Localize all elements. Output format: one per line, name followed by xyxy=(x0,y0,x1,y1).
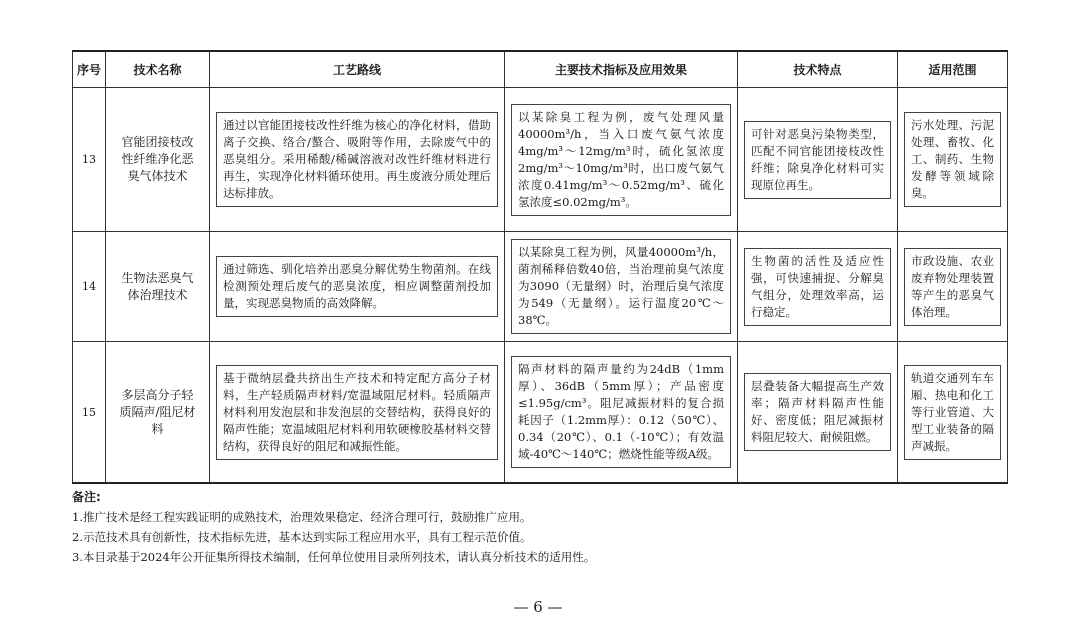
features-cell xyxy=(738,232,898,342)
scope-cell xyxy=(898,88,1008,232)
process-cell xyxy=(210,232,505,342)
table-row xyxy=(73,342,1008,484)
indicators-cell xyxy=(505,88,738,232)
features-cell xyxy=(738,88,898,232)
table-row xyxy=(73,232,1008,342)
features-text: 可针对恶臭污染物类型，匹配不同官能团接枝改性纤维；除臭净化材料可实现原位再生。 xyxy=(744,121,891,199)
features-cell xyxy=(738,342,898,484)
header-scope: 适用范围 xyxy=(898,51,1008,88)
header-name: 技术名称 xyxy=(106,51,210,88)
process-text: 通过以官能团接枝改性纤维为核心的净化材料，借助离子交换、络合/螯合、吸附等作用，去除废气中的恶臭组分。采用稀酸/稀碱溶液对改性纤维材料进行再生，实现净化材料循环使用。再生废液分质处理后达标排放。 xyxy=(216,112,498,207)
scope-text: 污水处理、污泥处理、畜牧、化工、制药、生物发酵等领域除臭。 xyxy=(904,112,1001,207)
features-text: 层叠装备大幅提高生产效率；隔声材料隔声性能好、密度低；阻尼减振材料阻尼较大、耐候阻燃。 xyxy=(744,373,891,451)
header-no: 序号 xyxy=(73,51,106,88)
indicators-text: 以某除臭工程为例，废气处理风量40000m³/h，当入口废气氨气浓度4mg/m³～12mg/m³时，硫化氢浓度2mg/m³～10mg/m³时，出口废气氨气浓度0.41mg/m³～0.52mg/m³、硫化氢浓度≤0.02mg/m³。 xyxy=(511,104,731,216)
process-text: 基于微纳层叠共挤出生产技术和特定配方高分子材料，生产轻质隔声材料/宽温域阻尼材料。轻质隔声材料利用发泡层和非发泡层的交替结构，获得良好的隔声性能；宽温域阻尼材料利用软硬橡胶基材料交替结构，获得良好的阻尼和减振性能。 xyxy=(216,365,498,460)
indicators-text: 以某除臭工程为例，风量40000m³/h，菌剂稀释倍数40倍，当治理前臭气浓度为3090（无量纲）时，治理后臭气浓度为549（无量纲）。运行温度20℃～38℃。 xyxy=(511,239,731,334)
row-number: 13 xyxy=(73,88,106,232)
scope-text: 市政设施、农业废弃物处理装置等产生的恶臭气体治理。 xyxy=(904,248,1001,326)
indicators-text: 隔声材料的隔声量约为24dB（1mm厚）、36dB（5mm厚）；产品密度≤1.95g/cm³。阻尼减振材料的复合损耗因子（1.2mm厚）：0.12（50℃）、0.34（20℃）、0.1（-10℃）；有效温域-40℃～140℃；燃烧性能等级A级。 xyxy=(511,356,731,468)
tech-name: 官能团接枝改性纤维净化恶臭气体技术 xyxy=(106,88,210,232)
scope-cell xyxy=(898,232,1008,342)
header-features: 技术特点 xyxy=(738,51,898,88)
header-process: 工艺路线 xyxy=(210,51,505,88)
note-item: 2.示范技术具有创新性，技术指标先进，基本达到实际工程应用水平，具有工程示范价值。 xyxy=(72,530,532,544)
notes-section xyxy=(72,487,1007,567)
row-number: 15 xyxy=(73,342,106,484)
note-item: 3.本目录基于2024年公开征集所得技术编制，任何单位使用目录所列技术，请认真分析技术的适用性。 xyxy=(72,550,596,564)
process-cell xyxy=(210,342,505,484)
technology-table xyxy=(72,50,1008,484)
scope-cell xyxy=(898,342,1008,484)
row-number: 14 xyxy=(73,232,106,342)
notes-title: 备注: xyxy=(72,490,101,504)
table-header-row xyxy=(73,51,1008,88)
indicators-cell xyxy=(505,342,738,484)
note-item: 1.推广技术是经工程实践证明的成熟技术，治理效果稳定、经济合理可行，鼓励推广应用。 xyxy=(72,510,532,524)
header-indicators: 主要技术指标及应用效果 xyxy=(505,51,738,88)
page-number: — 6 — xyxy=(513,598,563,616)
process-cell xyxy=(210,88,505,232)
indicators-cell xyxy=(505,232,738,342)
process-text: 通过筛选、驯化培养出恶臭分解优势生物菌剂。在线检测预处理后废气的恶臭浓度，相应调整菌剂投加量，实现恶臭物质的高效降解。 xyxy=(216,256,498,317)
scope-text: 轨道交通列车车厢、热电和化工等行业管道、大型工业装备的隔声减振。 xyxy=(904,365,1001,460)
table-row xyxy=(73,88,1008,232)
tech-name: 多层高分子轻质隔声/阻尼材料 xyxy=(106,342,210,484)
features-text: 生物菌的活性及适应性强，可快速捕捉、分解臭气组分，处理效率高，运行稳定。 xyxy=(744,248,891,326)
tech-name: 生物法恶臭气体治理技术 xyxy=(106,232,210,342)
